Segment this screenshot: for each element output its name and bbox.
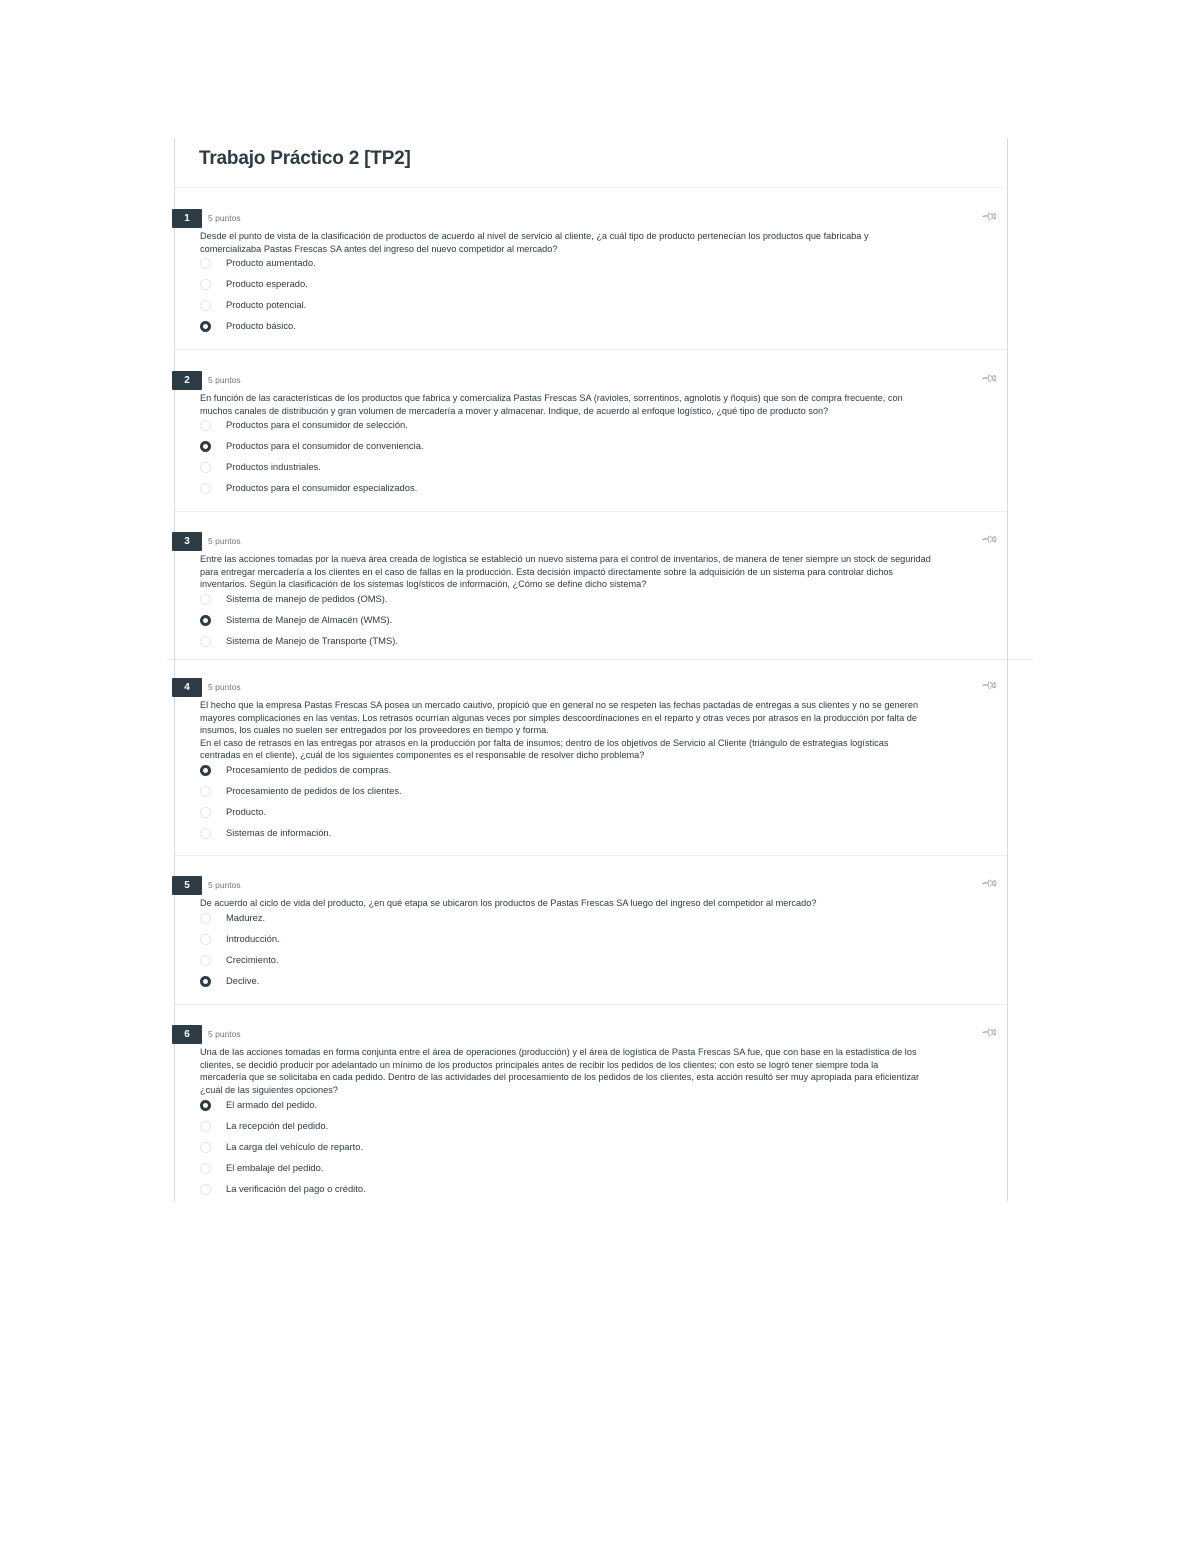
answer-label: Producto esperado. <box>226 278 308 289</box>
question-text: Una de las acciones tomadas en forma conjunta entre el área de operaciones (producción) y el área de logística de Pasta Frescas SA fue, que con base en la estadística de los clientes, se decidió producir por adelantado un mínimo de los productos principales antes de recibir los pedidos de los clientes; con esto se logró tener siempre toda la mercadería que se solicitaba en cada pedido. Dentro de las actividades del procesamiento de los pedidos de los clientes, esta acción resultó ser muy apropiada para eficientizar ¿cuál de las siguientes opciones? <box>200 1047 920 1095</box>
question-number: 2 <box>172 371 202 390</box>
answer-option[interactable] <box>200 417 800 438</box>
answer-list <box>200 762 800 846</box>
title-divider <box>175 187 1007 188</box>
radio-selected-icon[interactable] <box>200 976 211 987</box>
answer-option[interactable] <box>200 255 800 276</box>
radio-unselected-icon[interactable] <box>200 420 211 431</box>
answer-option[interactable] <box>200 438 800 459</box>
question-text: Entre las acciones tomadas por la nueva área creada de logística se estableció un nuevo sistema para el control de inventarios, de manera de tener siempre un stock de seguridad para entregar mercadería a los clientes en el caso de fallas en la producción. Esta decisión impactó directamente sobre la adquisición de un sistema para controlar dichos inventarios. Según la clasificación de los sistemas logísticos de información, ¿Cómo se define dicho sistema? <box>200 554 931 589</box>
answer-label: Declive. <box>226 975 260 986</box>
answer-option[interactable] <box>200 633 800 654</box>
answer-list <box>200 417 800 501</box>
answer-option[interactable] <box>200 762 800 783</box>
question-text: En función de las características de los productos que fabrica y comercializa Pastas Frescas SA (ravioles, sorrentinos, agnolotis y ñoquis) que son de compra frecuente, con muchos canales de distribución y gran volumen de mercadería a mover y almacenar. Indique, de acuerdo al enfoque logístico, ¿qué tipo de producto son? <box>200 393 903 416</box>
answer-label: Producto aumentado. <box>226 257 316 268</box>
radio-selected-icon[interactable] <box>200 441 211 452</box>
answer-label: Productos para el consumidor de conveniencia. <box>226 440 424 451</box>
answer-option[interactable] <box>200 318 800 339</box>
answer-label: El embalaje del pedido. <box>226 1162 324 1173</box>
answer-option[interactable] <box>200 952 800 973</box>
radio-unselected-icon[interactable] <box>200 300 211 311</box>
answer-option[interactable] <box>200 910 800 931</box>
question-points: 5 puntos <box>208 213 241 223</box>
pin-icon[interactable]: 📌︎ <box>980 676 999 696</box>
pin-icon[interactable]: 📌︎ <box>980 1023 999 1043</box>
radio-unselected-icon[interactable] <box>200 1163 211 1174</box>
radio-unselected-icon[interactable] <box>200 258 211 269</box>
radio-selected-icon[interactable] <box>200 1100 211 1111</box>
radio-unselected-icon[interactable] <box>200 934 211 945</box>
pin-icon[interactable]: 📌︎ <box>980 530 999 550</box>
radio-unselected-icon[interactable] <box>200 636 211 647</box>
answer-list <box>200 255 800 339</box>
question-number: 6 <box>172 1025 202 1044</box>
question-divider <box>175 511 1007 512</box>
answer-label: La carga del vehículo de reparto. <box>226 1141 364 1152</box>
answer-label: Productos para el consumidor especializados. <box>226 482 418 493</box>
question-points: 5 puntos <box>208 682 241 692</box>
radio-unselected-icon[interactable] <box>200 462 211 473</box>
radio-unselected-icon[interactable] <box>200 1121 211 1132</box>
radio-unselected-icon[interactable] <box>200 913 211 924</box>
radio-unselected-icon[interactable] <box>200 279 211 290</box>
answer-option[interactable] <box>200 276 800 297</box>
question-number: 4 <box>172 678 202 697</box>
answer-option[interactable] <box>200 783 800 804</box>
radio-selected-icon[interactable] <box>200 765 211 776</box>
answer-option[interactable] <box>200 1097 800 1118</box>
answer-label: Producto potencial. <box>226 299 307 310</box>
quiz-panel <box>174 138 1008 1201</box>
answer-label: Introducción. <box>226 933 280 944</box>
radio-unselected-icon[interactable] <box>200 955 211 966</box>
question-number: 5 <box>172 876 202 895</box>
page-title: Trabajo Práctico 2 [TP2] <box>199 148 411 169</box>
radio-unselected-icon[interactable] <box>200 594 211 605</box>
answer-option[interactable] <box>200 1160 800 1181</box>
radio-selected-icon[interactable] <box>200 615 211 626</box>
answer-label: La recepción del pedido. <box>226 1120 329 1131</box>
answer-list <box>200 910 800 994</box>
answer-option[interactable] <box>200 1181 800 1202</box>
answer-label: Procesamiento de pedidos de los clientes. <box>226 785 402 796</box>
question-points: 5 puntos <box>208 536 241 546</box>
answer-label: Sistema de manejo de pedidos (OMS). <box>226 593 388 604</box>
question-text: El hecho que la empresa Pastas Frescas SA posea un mercado cautivo, propició que en general no se respeten las fechas pactadas de entregas a sus clientes y no se generen mayores complicaciones en las ventas. Los retrasos ocurrían algunas veces por simples descoordinaciones en el reparto y otras veces por atrasos en la producción por falta de insumos, los cuales no suelen ser entregados por los proveedores en tiempo y forma. En el caso de retrasos en las entregas por atrasos en la producción por falta de insumos; dentro de los objetivos de Servicio al Cliente (triángulo de estrategias logísticas centradas en el cliente), ¿cuál de los siguientes componentes es el responsable de resolver dicho problema? <box>200 700 919 760</box>
question-text: De acuerdo al ciclo de vida del producto, ¿en qué etapa se ubicaron los productos de Pastas Frescas SA luego del ingreso del competidor al mercado? <box>200 898 817 908</box>
answer-option[interactable] <box>200 1139 800 1160</box>
pin-icon[interactable]: 📌︎ <box>980 369 999 389</box>
pin-icon[interactable]: 📌︎ <box>980 874 999 894</box>
answer-label: Sistema de Manejo de Almacén (WMS). <box>226 614 393 625</box>
radio-unselected-icon[interactable] <box>200 807 211 818</box>
answer-list <box>200 591 800 654</box>
question-divider <box>175 349 1007 350</box>
radio-unselected-icon[interactable] <box>200 1142 211 1153</box>
question-number: 1 <box>172 209 202 228</box>
radio-unselected-icon[interactable] <box>200 786 211 797</box>
answer-option[interactable] <box>200 804 800 825</box>
question-divider <box>175 1004 1007 1005</box>
answer-list <box>200 1097 800 1202</box>
answer-label: Procesamiento de pedidos de compras. <box>226 764 392 775</box>
radio-unselected-icon[interactable] <box>200 828 211 839</box>
answer-option[interactable] <box>200 297 800 318</box>
question-number: 3 <box>172 532 202 551</box>
answer-option[interactable] <box>200 612 800 633</box>
answer-option[interactable] <box>200 591 800 612</box>
question-points: 5 puntos <box>208 375 241 385</box>
answer-option[interactable] <box>200 973 800 994</box>
question-points: 5 puntos <box>208 880 241 890</box>
question-divider <box>175 855 1007 856</box>
pin-icon[interactable]: 📌︎ <box>980 207 999 227</box>
answer-label: Sistemas de información. <box>226 827 332 838</box>
question-points: 5 puntos <box>208 1029 241 1039</box>
answer-label: Producto. <box>226 806 267 817</box>
answer-label: Sistema de Manejo de Transporte (TMS). <box>226 635 398 646</box>
answer-label: Productos para el consumidor de selección. <box>226 419 408 430</box>
answer-option[interactable] <box>200 931 800 952</box>
radio-unselected-icon[interactable] <box>200 1184 211 1195</box>
answer-option[interactable] <box>200 825 800 846</box>
answer-label: La verificación del pago o crédito. <box>226 1183 366 1194</box>
answer-label: Madurez. <box>226 912 266 923</box>
answer-option[interactable] <box>200 1118 800 1139</box>
answer-label: Crecimiento. <box>226 954 279 965</box>
answer-label: Producto básico. <box>226 320 296 331</box>
radio-selected-icon[interactable] <box>200 321 211 332</box>
radio-unselected-icon[interactable] <box>200 483 211 494</box>
answer-option[interactable] <box>200 480 800 501</box>
answer-label: Productos industriales. <box>226 461 321 472</box>
answer-label: El armado del pedido. <box>226 1099 318 1110</box>
answer-option[interactable] <box>200 459 800 480</box>
question-text: Desde el punto de vista de la clasificación de productos de acuerdo al nivel de servicio al cliente, ¿a cuál tipo de producto pertenecían los productos que fabricaba y comercializaba Pastas Frescas SA antes del ingreso del nuevo competidor al mercado? <box>200 231 869 254</box>
